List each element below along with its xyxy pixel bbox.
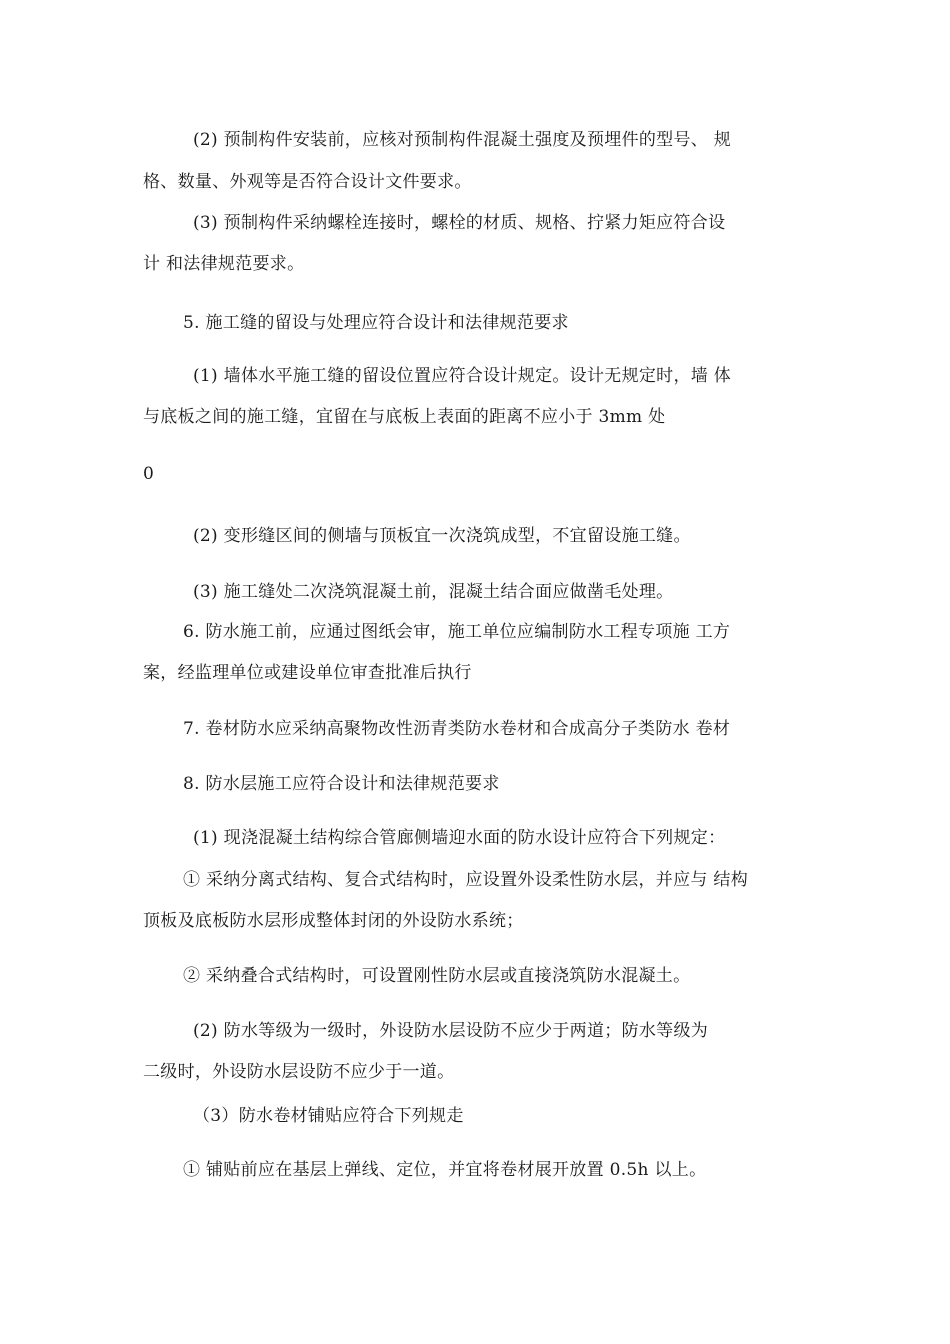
text-line: ① 铺贴前应在基层上弹线、定位，并宜将卷材展开放置 0.5h 以上。: [183, 1160, 707, 1180]
section-heading: 5. 施工缝的留设与处理应符合设计和法律规范要求: [183, 313, 569, 333]
text-line: (2) 变形缝区间的侧墙与顶板宜一次浇筑成型，不宜留设施工缝。: [193, 526, 691, 546]
text-line: 格、数量、外观等是否符合设计文件要求。: [143, 172, 472, 192]
section-heading: 8. 防水层施工应符合设计和法律规范要求: [183, 774, 500, 794]
text-line: （3）防水卷材铺贴应符合下列规走: [193, 1106, 464, 1126]
text-line: ② 采纳叠合式结构时，可设置刚性防水层或直接浇筑防水混凝土。: [183, 966, 691, 986]
text-line: (2) 防水等级为一级时，外设防水层设防不应少于两道；防水等级为: [193, 1021, 709, 1041]
text-line: 计 和法律规范要求。: [143, 254, 305, 274]
text-line: (3) 施工缝处二次浇筑混凝土前，混凝土结合面应做凿毛处理。: [193, 582, 674, 602]
section-heading: 7. 卷材防水应采纳高聚物改性沥青类防水卷材和合成高分子类防水 卷材: [183, 719, 731, 739]
text-line: 二级时，外设防水层设防不应少于一道。: [143, 1062, 455, 1082]
text-line: (1) 现浇混凝土结构综合管廊侧墙迎水面的防水设计应符合下列规定：: [193, 828, 726, 848]
text-line: (2) 预制构件安装前，应核对预制构件混凝土强度及预埋件的型号、 规: [193, 130, 732, 150]
text-line: (3) 预制构件采纳螺栓连接时，螺栓的材质、规格、拧紧力矩应符合设: [193, 213, 726, 233]
section-heading: 6. 防水施工前，应通过图纸会审，施工单位应编制防水工程专项施 工方: [183, 622, 731, 642]
text-line: 顶板及底板防水层形成整体封闭的外设防水系统；: [143, 911, 524, 931]
text-line: 0: [143, 464, 155, 484]
text-line: (1) 墙体水平施工缝的留设位置应符合设计规定。设计无规定时，墙 体: [193, 366, 732, 386]
text-line: 与底板之间的施工缝，宜留在与底板上表面的距离不应小于 3mm 处: [143, 407, 666, 427]
text-line: ① 采纳分离式结构、复合式结构时，应设置外设柔性防水层，并应与 结构: [183, 870, 749, 890]
text-line: 案，经监理单位或建设单位审查批准后执行: [143, 663, 472, 683]
